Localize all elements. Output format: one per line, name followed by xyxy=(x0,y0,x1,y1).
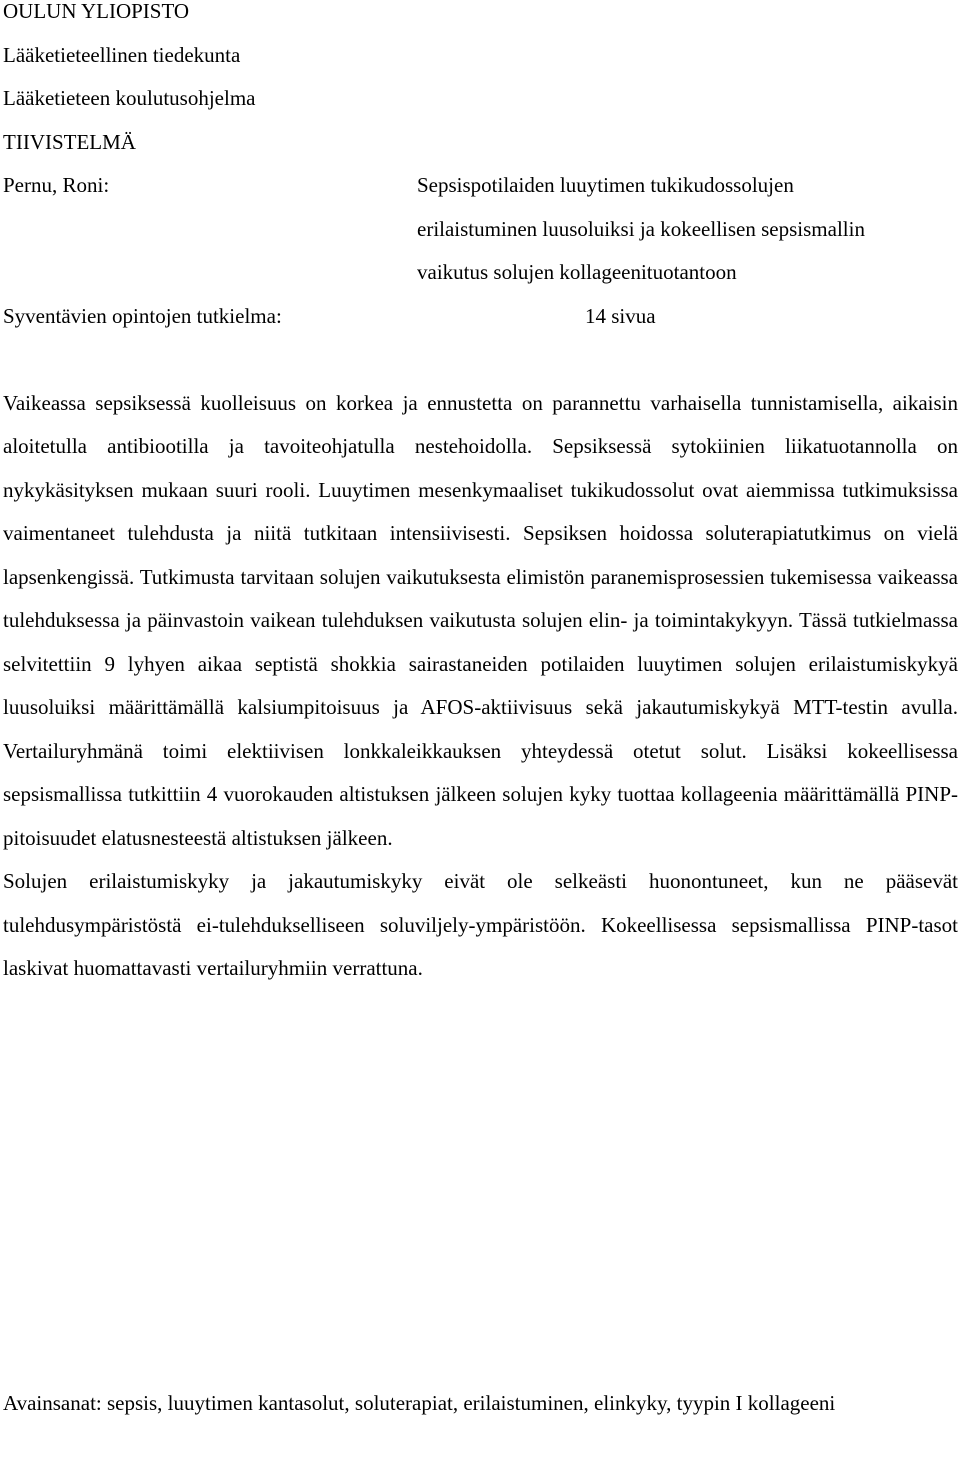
faculty-name: Lääketieteellinen tiedekunta xyxy=(3,42,241,67)
author-row xyxy=(3,164,958,208)
document-type: TIIVISTELMÄ xyxy=(3,129,136,154)
abstract-paragraph: Vaikeassa sepsiksessä kuolleisuus on korkea ja ennustetta on parannettu varhaisella tunnistamisella, aikaisin aloitetulla antibiootilla ja tavoiteohjatulla nestehoidolla. Sepsiksessä sytokiinien liikatuotannolla on nykykäsityksen mukaan suuri rooli. Luuytimen mesenkymaaliset tukikudossolut ovat aiemmissa tutkimuksissa vaimentaneet tulehdusta ja niitä tutkitaan intensiivisesti. Sepsiksen hoidossa soluterapiatutkimus on vielä lapsenkengissä. Tutkimusta tarvitaan solujen vaikutuksesta elimistön paranemisprosessien tukemisessa vaikeassa tulehduksessa ja päinvastoin vaikean tulehduksen vaikutusta solujen elin- ja toimintakykyyn. Tässä tutkielmassa selvitettiin 9 lyhyen aikaa septistä shokkia sairastaneiden potilaiden luuytimen solujen erilaistumiskykyä luusoluiksi määrittämällä kalsiumpitoisuus ja AFOS-aktiivisuus sekä jakautumiskykyä MTT-testin avulla. Vertailuryhmänä toimi elektiivisen lonkkaleikkauksen yhteydessä otetut solut. Lisäksi kokeellisessa sepsismallissa tutkittiin 4 vuorokauden altistuksen jälkeen solujen kyky tuottaa kollageenia määrittämällä PINP-pitoisuudet elatusnesteestä altistuksen jälkeen. xyxy=(3,390,958,850)
thesis-title-line: vaikutus solujen kollageenituotantoon xyxy=(417,260,737,284)
programme-name: Lääketieteen koulutusohjelma xyxy=(3,86,256,110)
author-label: Pernu, Roni: xyxy=(3,173,110,197)
thesis-metadata xyxy=(3,164,958,338)
document-header xyxy=(3,0,958,164)
document-page xyxy=(3,0,958,1415)
thesis-type-row xyxy=(3,295,958,339)
university-name: OULUN YLIOPISTO xyxy=(3,0,190,23)
title-row xyxy=(3,208,958,252)
page-count: 14 sivua xyxy=(585,303,656,328)
abstract-paragraph: Solujen erilaistumiskyky ja jakautumiskyky eivät ole selkeästi huonontuneet, kun ne pääsevät tulehdusympäristöstä ei-tulehdukselliseen soluviljely-ympäristöön. Kokeellisessa sepsismallissa PINP-tasot laskivat huomattavasti vertailuryhmiin verrattuna. xyxy=(3,869,958,980)
abstract-body xyxy=(3,382,958,991)
thesis-title-line: erilaistuminen luusoluiksi ja kokeellisen sepsismallin xyxy=(417,216,865,241)
thesis-title-line: Sepsispotilaiden luuytimen tukikudossolujen xyxy=(417,173,794,197)
title-row xyxy=(3,251,958,295)
keywords: Avainsanat: sepsis, luuytimen kantasolut, soluterapiat, erilaistuminen, elinkyky, tyypin I kollageeni xyxy=(3,1391,836,1415)
thesis-type-label: Syventävien opintojen tutkielma: xyxy=(3,303,282,328)
